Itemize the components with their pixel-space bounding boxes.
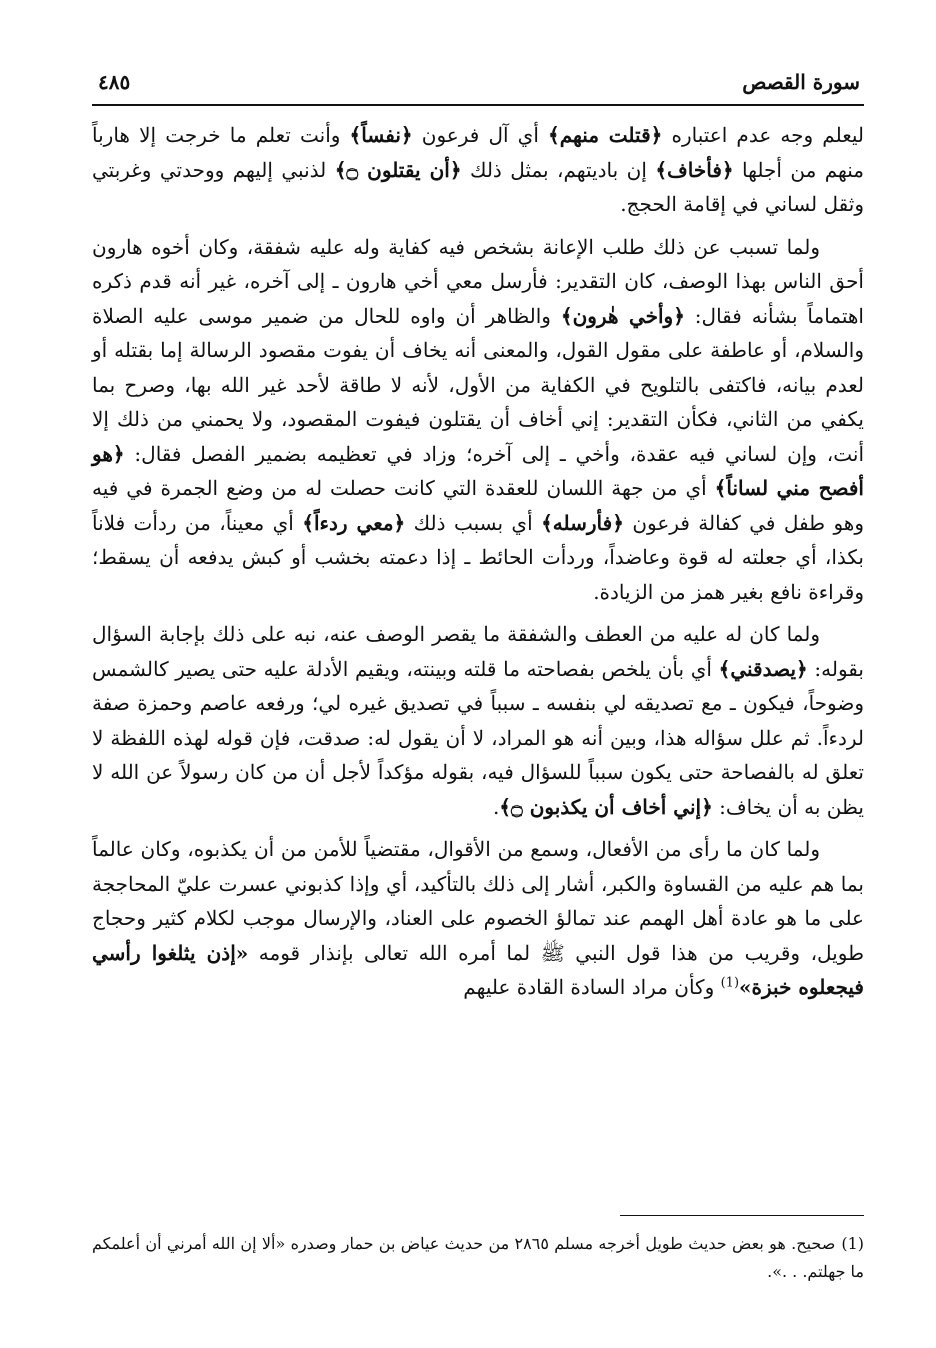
quran-quote: ﴿نفساً﴾	[349, 123, 413, 147]
text-segment: والظاهر أن واوه للحال من ضمير موسى عليه الصلاة والسلام، أو عاطفة على مقول القول، والمعنى أنه يخاف أن يفوت مقصود الرسالة إما بقتله أو لعدم بيانه، فاكتفى بالتلويح في الكفاية من الأول، لأنه لا طاقة لأحد غير الله بها، وصرح بما يكفي من الثاني، فكأن التقدير: إني أخاف أن يقتلون فيفوت المقصود، ولا يحمني من ذلك إلا أنت، وإن لساني فيه عقدة، وأخي ـ إلى آخره؛ وزاد في تعظيمه بضمير الفصل فقال:	[92, 303, 864, 466]
quran-quote: ﴿إني أخاف أن يكذبون ۝﴾	[499, 794, 713, 819]
footnote	[92, 1230, 864, 1286]
text-segment: لذنبي إليهم ووحدتي وغربتي وثقل لساني في إقامة الحجج.	[92, 157, 864, 216]
footnote-number: (1)	[841, 1234, 864, 1253]
text-segment: وأنت تعلم ما خرجت إلا هارباً منهم من أجلها	[92, 123, 865, 182]
page-number: ٤٨٥	[98, 70, 131, 94]
footnote-divider	[620, 1215, 864, 1216]
quran-quote: ﴿قتلت منهم﴾	[548, 123, 663, 147]
quran-quote: ﴿هو أفصح مني لساناً﴾	[92, 441, 864, 500]
paragraph	[92, 230, 864, 610]
quran-quote: ﴿وأخي هٰرون﴾	[560, 303, 685, 328]
paragraph	[92, 617, 864, 824]
header-divider	[92, 104, 864, 106]
quran-quote: «إذن يثلغوا رأسي فيجعلوه خبزة»	[92, 940, 864, 999]
main-text	[92, 118, 864, 1013]
quran-quote: ﴿يصدقني﴾	[718, 656, 808, 681]
text-segment: ولما تسبب عن ذلك طلب الإعانة بشخص فيه كفاية وله عليه شفقة، وكان أخوه هارون أحق الناس بهذا الوصف، كان التقدير: فأرسل معي أخي هارون ـ إلى آخره، غير أنه قدم ذكره اهتماماً بشأنه فقال:	[92, 234, 864, 328]
footnote-text: صحيح. هو بعض حديث طويل أخرجه مسلم ٢٨٦٥ من حديث عياض بن حمار وصدره «ألا إن الله أمرني أن أعلمكم ما جهلتم. . .».	[92, 1234, 864, 1281]
paragraph	[92, 832, 864, 1005]
text-segment: أي من جهة اللسان للعقدة التي كانت حصلت له من وضع الجمرة في فيه وهو طفل في كفالة فرعون	[92, 476, 864, 535]
text-segment: ليعلم وجه عدم اعتباره	[662, 123, 864, 147]
quran-quote: ﴿معي ردءاً﴾	[302, 510, 406, 535]
text-segment: ولما كان ما رأى من الأفعال، وسمع من الأقوال، مقتضياً للأمن من أن يكذبوه، وكان عالماً بما هم عليه من القساوة والكبر، أشار إلى ذلك بالتأكيد، أي وإذا كذبوني عسرت عليّ المحاججة على ما هو عادة أهل الهمم عند تمالؤ الخصوم على العناد، والإرسال موجب لكلام كثير وحجاج طويل، وقريب من هذا قول النبي ﷺ لما أمره الله تعالى بإنذار قومه	[92, 837, 864, 965]
footnote-reference: (1)	[720, 975, 740, 991]
surah-title: سورة القصص	[742, 70, 860, 94]
quran-quote: ﴿فأخاف﴾	[655, 157, 734, 182]
text-segment: أي آل فرعون	[412, 123, 549, 147]
text-segment: .	[492, 794, 500, 819]
text-segment: أي بسبب ذلك	[405, 510, 542, 535]
paragraph	[92, 118, 864, 222]
text-segment: أي بأن يلخص بفصاحته ما قلته وبينته، ويقيم الأدلة عليه حتى يصير كالشمس وضوحاً، فيكون ـ مع تصديقه لي بنفسه ـ سبباً في تصديق غيره لي؛ ورفعه عاصم وحمزة صفة لردءاً. ثم علل سؤاله هذا، وبين أنه هو المراد، لا أن يقول له: صدقت، فإن قوله لهذه اللفظة لا تعلق له بالفصاحة حتى يكون سبباً للسؤال فيه، بقوله مؤكداً لأجل أن من كان رسولاً عن الله لا يظن به أن يخاف:	[92, 656, 864, 819]
quran-quote: ﴿أن يقتلون ۝﴾	[334, 157, 462, 182]
text-segment: أي معيناً، من ردأت فلاناً بكذا، أي جعلته له قوة وعاضداً، وردأت الحائط ـ إذا دعمته بخشب أو كبش يدفعه أن يسقط؛ وقراءة نافع بغير همز من الزيادة.	[92, 510, 864, 604]
page-header	[92, 64, 864, 104]
text-segment: إن باديتهم، بمثل ذلك	[461, 157, 656, 182]
text-segment: وكأن مراد السادة القادة عليهم	[463, 975, 721, 999]
text-segment: ولما كان له عليه من العطف والشفقة ما يقصر الوصف عنه، نبه على ذلك بإجابة السؤال بقوله:	[92, 622, 864, 681]
quran-quote: ﴿فأرسله﴾	[541, 510, 624, 535]
